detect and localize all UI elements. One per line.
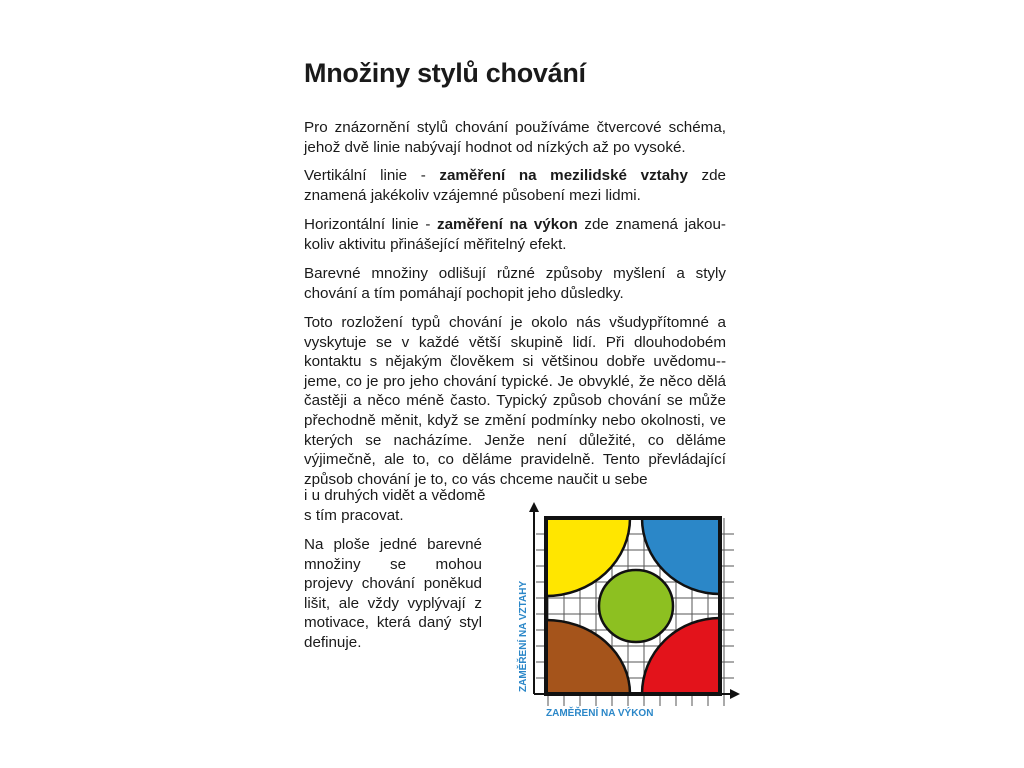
vertical-line-paragraph [304,166,726,205]
y-axis-arrow [529,502,539,512]
behavior-styles-diagram [512,496,748,726]
page-title: Množiny stylů chování [304,58,586,88]
y-axis-label: ZAMĚŘENÍ NA VZTAHY [518,580,529,692]
vertical-line-bold: zaměření na mezilidské vztahy [439,167,688,184]
x-axis-label: ZAMĚŘENÍ NA VÝKON [546,708,654,719]
horizontal-line-bold: zaměření na výkon [437,216,578,233]
horizontal-line-text-pre: Horizontální linie - [304,216,438,233]
x-axis-arrow [730,689,740,699]
behavior-layout-paragraph-tail: i u druhých vidět a vědomě s tím pracovat. [304,487,486,524]
horizontal-line-text-post: zde znamená jakou-koliv aktivitu přinášející měřitelný efekt. [304,216,726,253]
vertical-line-text-post: zde znamená jakékoliv vzájemné působení mezi lidmi. [304,167,726,204]
color-set-paragraph: Na ploše jedné barevné množiny se mohou projevy chování poněkud lišit, ale vždy vyplývají z motivace, která daný styl definuje. [304,536,482,651]
vertical-line-text-pre: Vertikální linie - [304,167,440,184]
diagram-svg [512,496,748,726]
green-center-circle [599,570,673,642]
color-sets-paragraph: Barevné množiny odlišují různé způsoby myšlení a styly chování a tím pomáhají pochopit jeho důsledky. [304,265,726,302]
intro-paragraph: Pro znázornění stylů chování používáme čtvercové schéma, jehož dvě linie nabývají hodnot od nízkých až po vysoké. [304,119,726,156]
behavior-layout-paragraph: Toto rozložení typů chování je okolo nás všudypřítomné a vyskytuje se v každé větší skupině lidí. Při dlouhodobém kontaktu s nějakým člověkem si většinou dobře uvědomu--jeme, co je pro jeho chování typické. Je obvyklé, že něco dělá častěji a něco méně často. Typický způsob chování se může přechodně měnit, když se změní podmínky nebo okolnosti, ve kterých se nacházíme. Jenže není důležité, co děláme výjimečně, ale to, co děláme pravidelně. Tento převládající způsob chování je to, co vás chceme naučit u sebe [304,314,726,488]
horizontal-line-paragraph [304,215,726,254]
